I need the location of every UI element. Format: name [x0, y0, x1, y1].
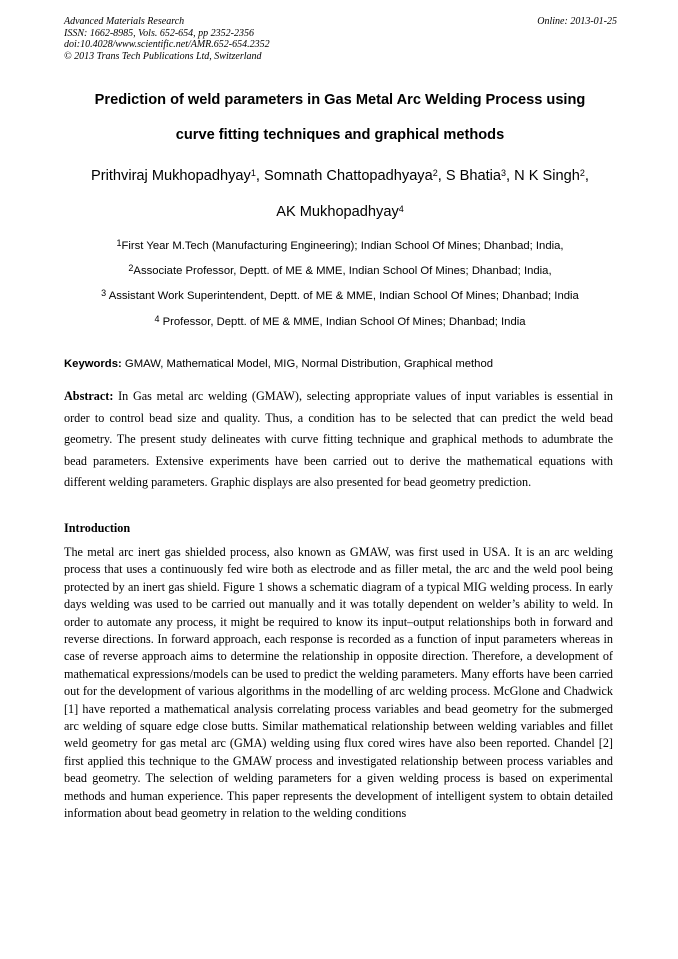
- author-name: Somnath Chattopadhyaya: [263, 168, 433, 184]
- introduction-paragraph: The metal arc inert gas shielded process, also known as GMAW, was first used in USA. It is an arc welding process that uses a continuously fed wire both as electrode and as filler metal, the arc and the weld pool being protected by an inert gas shield. Figure 1 shows a schematic diagram of a typical MIG welding process. In early days welding was used to be carried out manually and it was totally dependent on welder’s ability to weld. In order to automate any process, it might be required to know its input–output relationships both in forward and reverse directions. In forward approach, each response is recorded as a function of input parameters whereas in case of reverse approach aims to determine the relationship in opposite direction. Therefore, a development of mathematical expressions/models can be used to predict the welding parameters. Many efforts have been carried out for the development of various algorithms in the modelling of arc welding process. McGlone and Chadwick [1] have reported a mathematical analysis correlating process variables and bead geometry for the submerged arc welding of square edge close butts. Similar mathematical relationship between welding variables and fillet weld geometry for gas metal arc (GMA) welding using flux cored wires have also been reported. Chandel [2] first applied this technique to the GMAW process and investigated relationship between process variables and bead geometry. The selection of welding parameters for a given welding process is based on experimental methods and human experience. This paper represents the development of intelligent system to obtain detailed information about bead geometry in relation to the welding conditions: [64, 545, 613, 821]
- keywords: [64, 357, 624, 371]
- paper-title-line-2: curve fitting techniques and graphical methods: [175, 127, 505, 143]
- journal-name: Advanced Materials Research: [64, 16, 185, 27]
- affiliation-3: [20, 289, 660, 303]
- online-date: Online: 2013-01-25: [537, 16, 617, 27]
- author-list-line-1: [30, 167, 650, 185]
- affiliation-text: Associate Professor, Deptt. of ME & MME, Indian School Of Mines; Dhanbad; India,: [133, 265, 552, 277]
- section-heading-introduction: Introduction: [64, 521, 131, 535]
- keywords-label: Keywords:: [64, 358, 122, 370]
- affiliation-2: [20, 264, 660, 278]
- author-name: Prithviraj Mukhopadhyay: [91, 168, 251, 184]
- affiliation-text: Professor, Deptt. of ME & MME, Indian School Of Mines; Dhanbad; India: [159, 316, 526, 328]
- affiliation-mark: 1: [116, 238, 122, 248]
- affiliation-mark: 4: [154, 314, 160, 324]
- abstract-label: Abstract:: [64, 389, 114, 403]
- affiliation-text: Assistant Work Superintendent, Deptt. of ME & MME, Indian School Of Mines; Dhanbad; India: [106, 290, 579, 302]
- author-affiliation-mark: 4: [398, 204, 404, 214]
- author-name: S Bhatia: [445, 168, 502, 184]
- author-affiliation-mark: 3: [501, 168, 507, 178]
- keywords-text: GMAW, Mathematical Model, MIG, Normal Distribution, Graphical method: [121, 358, 494, 370]
- affiliation-mark: 2: [128, 263, 134, 273]
- affiliation-1: [20, 239, 660, 253]
- journal-header: [64, 16, 617, 62]
- copyright-line: © 2013 Trans Tech Publications Ltd, Switzerland: [64, 50, 262, 62]
- author-affiliation-mark: 2: [432, 168, 438, 178]
- author-list-line-2: [30, 203, 650, 221]
- author-name: AK Mukhopadhyay: [276, 204, 399, 220]
- author-separator: ,: [437, 168, 446, 184]
- doi-line: doi:10.4028/www.scientific.net/AMR.652-654.2352: [64, 39, 270, 50]
- abstract-text: In Gas metal arc welding (GMAW), selecting appropriate values of input variables is essential in order to control bead size and quality. Thus, a condition has to be selected that can predict the weld bead geometry. The present study delineates with curve fitting technique and graphical methods to adumbrate the bead parameters. Extensive experiments have been carried out to derive the mathematical equations with different welding parameters. Graphic displays are also presented for bead geometry prediction.: [64, 389, 613, 490]
- author-affiliation-mark: 2: [579, 168, 585, 178]
- author-separator: ,: [255, 168, 264, 184]
- affiliation-4: [20, 315, 660, 329]
- affiliation-text: First Year M.Tech (Manufacturing Engineering); Indian School Of Mines; Dhanbad; India,: [121, 240, 564, 252]
- author-name: N K Singh: [514, 168, 580, 184]
- author-separator: ,: [506, 168, 515, 184]
- abstract: [64, 386, 613, 494]
- author-affiliation-mark: 1: [250, 168, 256, 178]
- affiliation-mark: 3: [101, 288, 107, 298]
- paper-title-line-1: Prediction of weld parameters in Gas Metal Arc Welding Process using: [94, 92, 586, 108]
- issn-line: ISSN: 1662-8985, Vols. 652-654, pp 2352-2356: [64, 27, 254, 39]
- author-separator: ,: [584, 168, 589, 184]
